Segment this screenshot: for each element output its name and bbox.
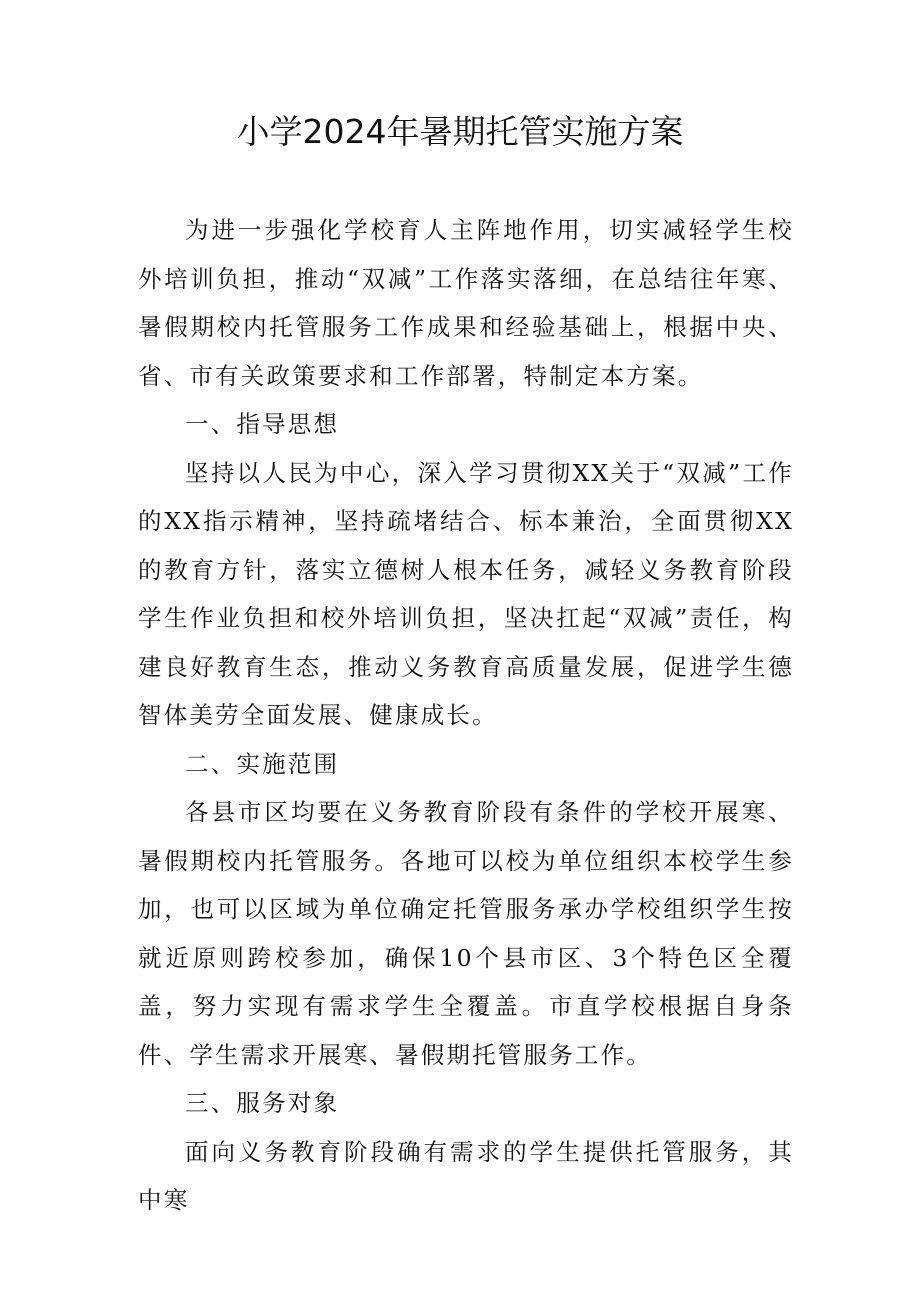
section-paragraph: 面向义务教育阶段确有需求的学生提供托管服务，其中寒 [138, 1137, 794, 1214]
section-paragraph: 各县市区均要在义务教育阶段有条件的学校开展寒、暑假期校内托管服务。各地可以校为单位组织本校学生参加，也可以区域为单位确定托管服务承办学校组织学生按就近原则跨校参加，确保10个县市区、3个特色区全覆盖，努力实现有需求学生全覆盖。市直学校根据自身条件、学生需求开展寒、暑假期托管服务工作。 [138, 798, 794, 1069]
section-heading: 三、服务对象 [185, 1089, 340, 1117]
intro-paragraph: 为进一步强化学校育人主阵地作用，切实减轻学生校外培训负担，推动“双减”工作落实落细，在总结往年寒、暑假期校内托管服务工作成果和经验基础上，根据中央、省、市有关政策要求和工作部署，特制定本方案。 [138, 216, 794, 390]
document-body [138, 206, 794, 1225]
section-heading: 二、实施范围 [185, 749, 340, 778]
document-title: 小学2024年暑期托管实施方案 [236, 112, 684, 151]
section-heading: 一、指导思想 [185, 410, 340, 438]
section-paragraph: 坚持以人民为中心，深入学习贯彻XX关于“双减”工作的XX指示精神，坚持疏堵结合、标本兼治，全面贯彻XX的教育方针，落实立德树人根本任务，减轻义务教育阶段学生作业负担和校外培训负担，坚决扛起“双减”责任，构建良好教育生态，推动义务教育高质量发展，促进学生德智体美劳全面发展、健康成长。 [138, 458, 794, 729]
